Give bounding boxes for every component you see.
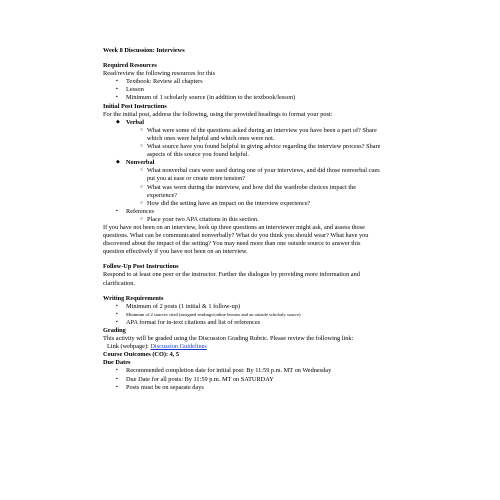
bullet-icon: ▪	[116, 368, 118, 374]
initial-post-heading: Initial Post Instructions	[103, 102, 167, 110]
bullet-icon: ▪	[116, 303, 118, 309]
diamond-icon: ◆	[116, 160, 120, 166]
list-item: ▪ Lesson	[116, 86, 144, 94]
list-item: ▪ Minimum of 1 scholarly source (in addition to the textbook/lesson)	[116, 94, 296, 102]
document-body	[103, 47, 383, 392]
bullet-icon: ▪	[116, 319, 118, 325]
list-item: ▪ Minimum of 2 sources cited (assigned readings/online lessons and an outside scholarly source)	[103, 311, 383, 319]
initial-post-intro: For the initial post, address the following, using the provided headings to format your post:	[103, 110, 333, 118]
verbal-heading: ◆ Verbal	[116, 118, 144, 126]
circle-icon: ○	[140, 216, 144, 222]
document-title: Week 8 Discussion: Interviews	[103, 47, 185, 54]
list-item: ▪ Minimum of 2 posts (1 initial & 1 follow-up)	[116, 302, 241, 310]
verbal-question: ○ What source have you found helpful in giving advice regarding the interview process? Share aspects of this source you found helpful.	[140, 143, 381, 159]
spacer	[103, 55, 383, 62]
follow-up-text: Respond to at least one peer or the instructor. Further the dialogue by providing more information and clarification.	[103, 271, 360, 287]
references-item: ○ Place your two APA citations in this section.	[140, 215, 259, 223]
bullet-icon: ▪	[116, 208, 118, 214]
references-heading: ▪ References	[116, 207, 154, 215]
circle-icon: ○	[140, 168, 144, 174]
discussion-guidelines-link[interactable]: Discussion Guidelines	[150, 343, 207, 351]
grading-text: This activity will be graded using the Discussion Grading Rubric. Please review the following link:	[103, 335, 354, 343]
circle-icon: ○	[140, 184, 144, 190]
required-resources-heading: Required Resources	[103, 62, 157, 70]
nonverbal-heading: ◆ Nonverbal	[116, 159, 155, 167]
circle-icon: ○	[140, 127, 144, 133]
spacer	[103, 288, 383, 295]
course-outcomes: Course Outcomes (CO): 4, 5	[103, 351, 180, 359]
nonverbal-question: ○ What nonverbal cues were used during one of your interviews, and did those nonverbal cues put you at ease or create more tension?	[140, 167, 380, 183]
list-item: ▪ Textbook: Review all chapters	[116, 78, 203, 86]
bullet-icon: ▪	[116, 376, 118, 382]
diamond-icon: ◆	[116, 119, 120, 125]
circle-icon: ○	[140, 144, 144, 150]
list-item: ▪ APA format for in-text citations and list of references	[116, 318, 261, 326]
link-prefix: Link (webpage):	[107, 343, 149, 351]
list-item: ▪ Due Date for all posts: By 11:59 p.m. MT on SATURDAY	[116, 375, 274, 383]
bullet-icon: ▪	[116, 79, 118, 85]
nonverbal-question: ○ What was worn during the interview, and how did the wardrobe choices impact the experience?	[140, 183, 357, 199]
writing-requirements-heading: Writing Requirements	[103, 294, 164, 302]
list-item: ▪ Posts must be on separate days	[116, 383, 204, 391]
verbal-question: ○ What were some of the questions asked during an interview you have been a part of? Share which ones were helpful and which ones were not.	[140, 126, 377, 142]
bullet-icon: ▪	[116, 384, 118, 390]
due-dates-heading: Due Dates	[103, 359, 131, 367]
follow-up-heading: Follow-Up Post Instructions	[103, 263, 179, 271]
circle-icon: ○	[140, 200, 144, 206]
grading-heading: Grading	[103, 327, 126, 334]
nonverbal-question: ○ How did the setting have an impact on the interview experience?	[140, 199, 311, 207]
bullet-icon: ▪	[116, 87, 118, 93]
grading-link-line	[103, 343, 383, 351]
no-interview-note: If you have not been on an interview, look up three questions an interviewer might ask, and assess those questions. What can be communicated nonverbally? What do you think you should wear? What have you discovered about the impact of the setting? You may need more than one outside source to answer this question effectively if you have not been on an interview.	[103, 223, 369, 256]
spacer	[103, 256, 383, 263]
list-item: ▪ Recommended completion date for initial post: By 11:59 p.m. MT on Wednesday	[116, 367, 332, 375]
required-resources-intro: Read/review the following resources for this	[103, 70, 216, 78]
bullet-icon: ▪	[116, 311, 118, 317]
bullet-icon: ▪	[116, 95, 118, 101]
